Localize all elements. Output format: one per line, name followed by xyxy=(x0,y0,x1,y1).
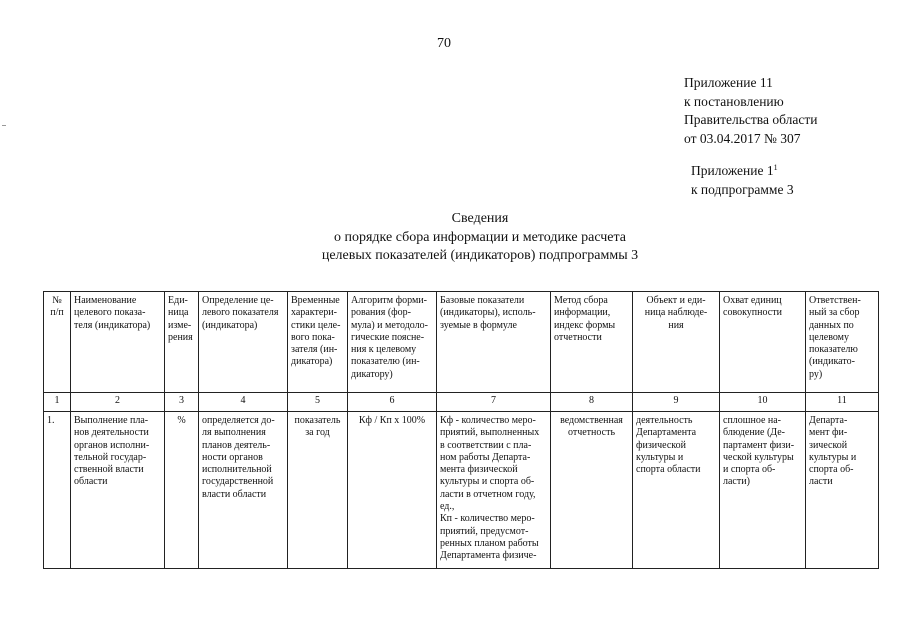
indicators-table xyxy=(43,291,879,569)
approval-line-2: к постановлению xyxy=(684,93,784,109)
column-number-cell: 9 xyxy=(633,393,720,412)
header-cell: Еди- ница изме- рения xyxy=(165,292,199,393)
header-cell: Ответствен- ный за сбор данных по целевому показателю (индикато- ру) xyxy=(806,292,879,393)
header-cell: Временные характери- стики целе- вого пока- зателя (ин- дикатора) xyxy=(288,292,348,393)
unit-cell: % xyxy=(165,412,199,569)
header-cell: Охват единиц совокупности xyxy=(720,292,806,393)
header-cell: Алгоритм форми- рования (фор- мула) и методоло- гические поясне- ния к целевому показателю (ин- дикатору) xyxy=(348,292,437,393)
approval-line-4: от 03.04.2017 № 307 xyxy=(684,130,801,146)
approval-line-1: Приложение 11 xyxy=(684,75,773,90)
column-number-cell: 10 xyxy=(720,393,806,412)
appendix-line-1 xyxy=(691,162,794,181)
appendix-line-1-text: Приложение 1 xyxy=(691,163,774,178)
appendix-superscript: 1 xyxy=(773,163,778,172)
title-line-1: Сведения xyxy=(451,211,509,226)
title-line-3: целевых показателей (индикаторов) подпрограммы 3 xyxy=(321,248,639,263)
page-number: 70 xyxy=(437,36,451,51)
column-number-cell: 1 xyxy=(44,393,71,412)
appendix-block xyxy=(691,162,794,199)
observation-object-cell: деятельность Департамента физической культуры и спорта области xyxy=(633,412,720,569)
column-number-cell: 7 xyxy=(437,393,551,412)
column-number-cell: 11 xyxy=(806,393,879,412)
approval-line-3: Правительства области xyxy=(684,112,818,127)
column-number-cell: 5 xyxy=(288,393,348,412)
definition-cell: определяется до- ля выполнения планов деятель- ности органов исполнительной государственной власти области xyxy=(199,412,288,569)
responsible-cell: Департа- мент фи- зической культуры и спорта об- ласти xyxy=(806,412,879,569)
time-characteristics-cell: показатель за год xyxy=(288,412,348,569)
header-cell: Наименование целевого показа- теля (индикатора) xyxy=(71,292,165,393)
coverage-cell: сплошное на- блюдение (Де- партамент физи- ческой культуры и спорта об- ласти) xyxy=(720,412,806,569)
header-cell: Определение це- левого показателя (индикатора) xyxy=(199,292,288,393)
scan-edge-mark xyxy=(2,125,6,126)
column-number-cell: 6 xyxy=(348,393,437,412)
header-cell: № п/п xyxy=(44,292,71,393)
header-cell: Метод сбора информации, индекс формы отчетности xyxy=(551,292,633,393)
title-line-2: о порядке сбора информации и методике расчета xyxy=(333,229,627,245)
header-cell: Базовые показатели (индикаторы), исполь- зуемые в формуле xyxy=(437,292,551,393)
table-column-numbers-row xyxy=(44,393,879,412)
formula-cell: Кф / Кп х 100% xyxy=(348,412,437,569)
column-number-cell: 8 xyxy=(551,393,633,412)
approval-block xyxy=(684,74,817,148)
column-number-cell: 4 xyxy=(199,393,288,412)
column-number-cell: 3 xyxy=(165,393,199,412)
base-indicators-cell: Кф - количество меро- приятий, выполненных в соответствии с пла- ном работы Департа- мента физической культуры и спорта об- ласти в отчетном году, ед., Кп - количество меро- приятий, предусмот- ренных планом работы Департамента физиче- xyxy=(437,412,551,569)
indicator-name-cell: Выполнение пла- нов деятельности органов исполни- тельной государ- ственной власти области xyxy=(71,412,165,569)
table-header-row xyxy=(44,292,879,393)
document-title xyxy=(200,210,760,266)
column-number-cell: 2 xyxy=(71,393,165,412)
header-cell: Объект и еди- ница наблюде- ния xyxy=(633,292,720,393)
appendix-line-2: к подпрограмме 3 xyxy=(691,181,794,197)
collection-method-cell: ведомственная отчетность xyxy=(551,412,633,569)
row-number-cell: 1. xyxy=(44,412,71,569)
table-row xyxy=(44,412,879,569)
